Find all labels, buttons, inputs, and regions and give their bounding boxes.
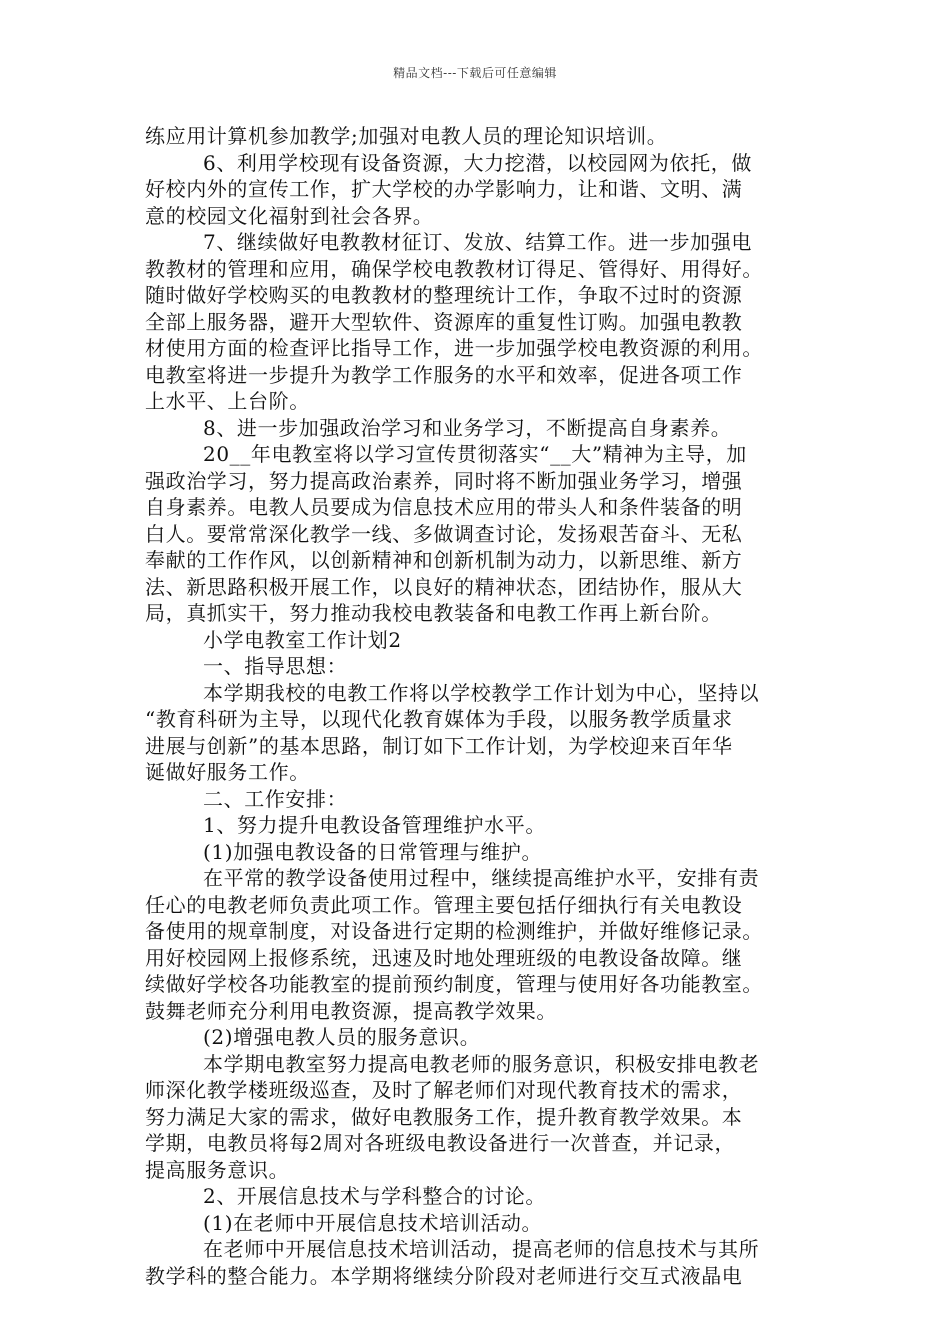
text-line: 用好校园网上报修系统，迅速及时地处理班级的电教设备故障。继	[145, 945, 743, 970]
text-line: 电教室将进一步提升为教学工作服务的水平和效率，促进各项工作	[145, 362, 743, 387]
text-line: (1)加强电教设备的日常管理与维护。	[203, 839, 543, 864]
text-line: 强政治学习，努力提高政治素养，同时将不断加强业务学习，增强	[145, 468, 743, 493]
text-line: 好校内外的宣传工作，扩大学校的办学影响力，让和谐、文明、满	[145, 177, 743, 201]
text-line: 续做好学校各功能教室的提前预约制度，管理与使用好各功能教室。	[145, 972, 763, 996]
text-line: (2)增强电教人员的服务意识。	[203, 1025, 481, 1049]
text-line: 本学期我校的电教工作将以学校教学工作计划为中心，坚持以	[203, 680, 760, 705]
text-line: “教育科研为主导，以现代化教育媒体为手段，以服务教学质量求	[145, 707, 733, 731]
text-line: 师深化教学楼班级巡查，及时了解老师们对现代教育技术的需求，	[145, 1078, 743, 1102]
text-line: 20__年电教室将以学习宣传贯彻落实“__大”精神为主导，加	[203, 442, 747, 466]
text-line: 全部上服务器，避开大型软件、资源库的重复性订购。加强电教教	[145, 309, 743, 334]
text-line: 诞做好服务工作。	[145, 760, 310, 784]
text-line: 练应用计算机参加教学;加强对电教人员的理论知识培训。	[145, 124, 668, 148]
text-line: 上水平、上台阶。	[145, 389, 310, 413]
document-body	[145, 123, 825, 1289]
text-line: 提高服务意识。	[145, 1157, 290, 1182]
text-line: 意的校园文化福射到社会各界。	[145, 203, 434, 228]
text-line: 8、进一步加强政治学习和业务学习，不断提高自身素养。	[203, 415, 732, 440]
text-line: 二、工作安排：	[203, 786, 348, 811]
text-line: 任心的电教老师负责此项工作。管理主要包括仔细执行有关电教设	[145, 892, 743, 917]
text-line: 白人。要常常深化教学一线、多做调查讨论，发扬艰苦奋斗、无私	[145, 521, 743, 546]
text-line: 备使用的规章制度，对设备进行定期的检测维护，并做好维修记录。	[145, 919, 763, 943]
text-line: 进展与创新”的基本思路，制订如下工作计划，为学校迎来百年华	[145, 733, 733, 758]
text-line: 局，真抓实干，努力推动我校电教装备和电教工作再上新台阶。	[145, 601, 722, 625]
text-line: 一、指导思想：	[203, 654, 348, 678]
text-line: 教教材的管理和应用，确保学校电教教材订得足、管得好、用得好。	[145, 256, 763, 281]
text-line: 学期，电教员将每2周对各班级电教设备进行一次普查，并记录，	[145, 1131, 736, 1155]
text-line: 在老师中开展信息技术培训活动，提高老师的信息技术与其所	[203, 1237, 760, 1261]
text-line: 6、利用学校现有设备资源，大力挖潜，以校园网为依托，做	[203, 150, 752, 175]
text-line: 随时做好学校购买的电教教材的整理统计工作，争取不过时的资源	[145, 283, 743, 307]
text-line: 1、努力提升电教设备管理维护水平。	[203, 813, 546, 837]
text-line: 自身素养。电教人员要成为信息技术应用的带头人和条件装备的明	[145, 495, 743, 519]
text-line: 在平常的教学设备使用过程中，继续提高维护水平，安排有责	[203, 866, 760, 890]
text-line: 小学电教室工作计划2	[203, 627, 402, 652]
text-line: 奉献的工作作风，以创新精神和创新机制为动力，以新思维、新方	[145, 548, 743, 572]
text-line: 材使用方面的检查评比指导工作，进一步加强学校电教资源的利用。	[145, 336, 763, 360]
text-line: 7、继续做好电教教材征订、发放、结算工作。进一步加强电	[203, 230, 752, 254]
text-line: (1)在老师中开展信息技术培训活动。	[203, 1210, 543, 1235]
text-line: 教学科的整合能力。本学期将继续分阶段对老师进行交互式液晶电	[145, 1263, 743, 1288]
text-line: 鼓舞老师充分利用电教资源，提高教学效果。	[145, 998, 557, 1023]
page-header: 精品文档---下载后可任意编辑	[393, 66, 557, 80]
text-line: 法、新思路积极开展工作，以良好的精神状态，团结协作，服从大	[145, 574, 743, 599]
text-line: 2、开展信息技术与学科整合的讨论。	[203, 1184, 546, 1208]
text-line: 努力满足大家的需求，做好电教服务工作，提升教育教学效果。本	[145, 1104, 743, 1129]
text-line: 本学期电教室努力提高电教老师的服务意识，积极安排电教老	[203, 1051, 760, 1076]
